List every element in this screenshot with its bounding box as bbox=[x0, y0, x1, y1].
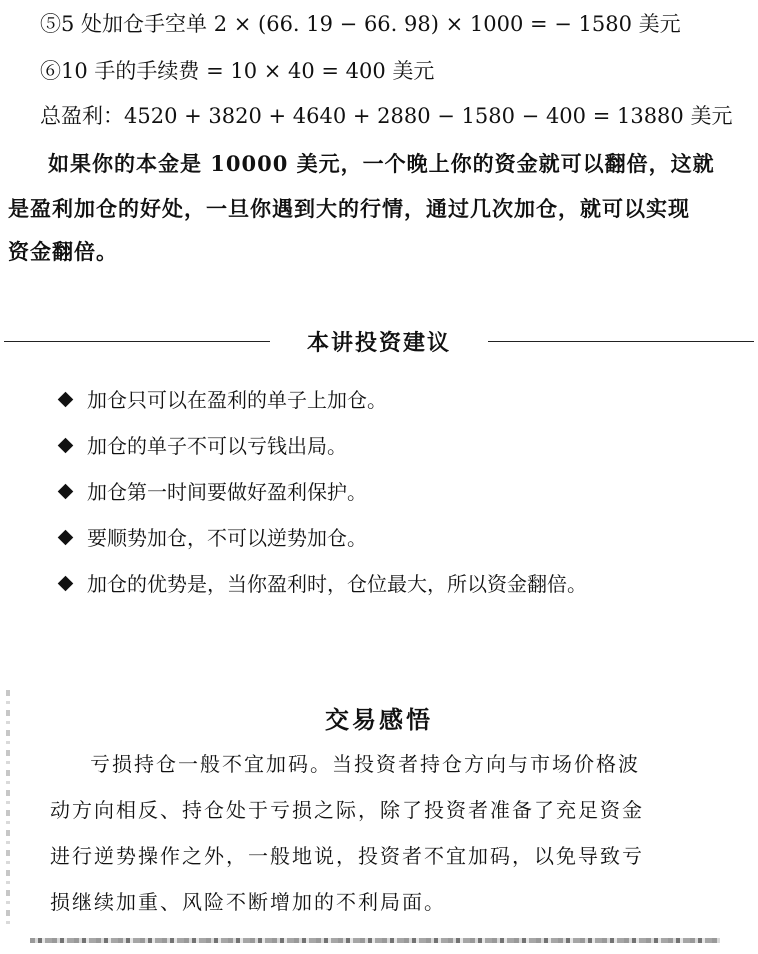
diamond-bullet-icon bbox=[58, 484, 74, 500]
advice-item-text: 加仓的优势是，当你盈利时，仓位最大，所以资金翻倍。 bbox=[87, 572, 587, 596]
insight-title: 交易感悟 bbox=[325, 706, 433, 734]
advice-item bbox=[60, 430, 347, 459]
diamond-bullet-icon bbox=[58, 392, 74, 408]
bottom-divider bbox=[30, 938, 720, 943]
diamond-bullet-icon bbox=[58, 530, 74, 546]
paragraph-line-3: 资金翻倍。 bbox=[8, 239, 118, 264]
advice-rule-right bbox=[488, 341, 754, 342]
insight-line-4: 损继续加重、风险不断增加的不利局面。 bbox=[50, 890, 446, 914]
advice-item-text: 要顺势加仓，不可以逆势加仓。 bbox=[87, 526, 367, 550]
insight-line-2: 动方向相反、持仓处于亏损之际，除了投资者准备了充足资金 bbox=[50, 798, 644, 822]
calc-total: 总盈利：4520 + 3820 + 4640 + 2880 − 1580 − 400 = 13880 美元 bbox=[40, 104, 733, 128]
paragraph-line-1: 如果你的本金是 10000 美元，一个晚上你的资金就可以翻倍，这就 bbox=[48, 151, 715, 176]
diamond-bullet-icon bbox=[58, 576, 74, 592]
advice-item bbox=[60, 522, 367, 551]
insight-line-3: 进行逆势操作之外，一般地说，投资者不宜加码，以免导致亏 bbox=[50, 844, 644, 868]
advice-item-text: 加仓第一时间要做好盈利保护。 bbox=[87, 480, 367, 504]
advice-rule-left bbox=[4, 341, 270, 342]
insight-line-1: 亏损持仓一般不宜加码。当投资者持仓方向与市场价格波 bbox=[90, 752, 640, 776]
advice-header bbox=[0, 326, 758, 356]
advice-item-text: 加仓只可以在盈利的单子上加仓。 bbox=[87, 388, 387, 412]
advice-item-text: 加仓的单子不可以亏钱出局。 bbox=[87, 434, 347, 458]
paragraph-line-2: 是盈利加仓的好处，一旦你遇到大的行情，通过几次加仓，就可以实现 bbox=[8, 196, 690, 221]
advice-item bbox=[60, 384, 387, 413]
diamond-bullet-icon bbox=[58, 438, 74, 454]
advice-item bbox=[60, 568, 587, 597]
advice-title: 本讲投资建议 bbox=[306, 331, 451, 356]
calc-line-6: ⑥10 手的手续费 = 10 × 40 = 400 美元 bbox=[40, 59, 435, 83]
advice-item bbox=[60, 476, 367, 505]
calc-line-5: ⑤5 处加仓手空单 2 × (66. 19 − 66. 98) × 1000 = − 1580 美元 bbox=[40, 12, 681, 36]
